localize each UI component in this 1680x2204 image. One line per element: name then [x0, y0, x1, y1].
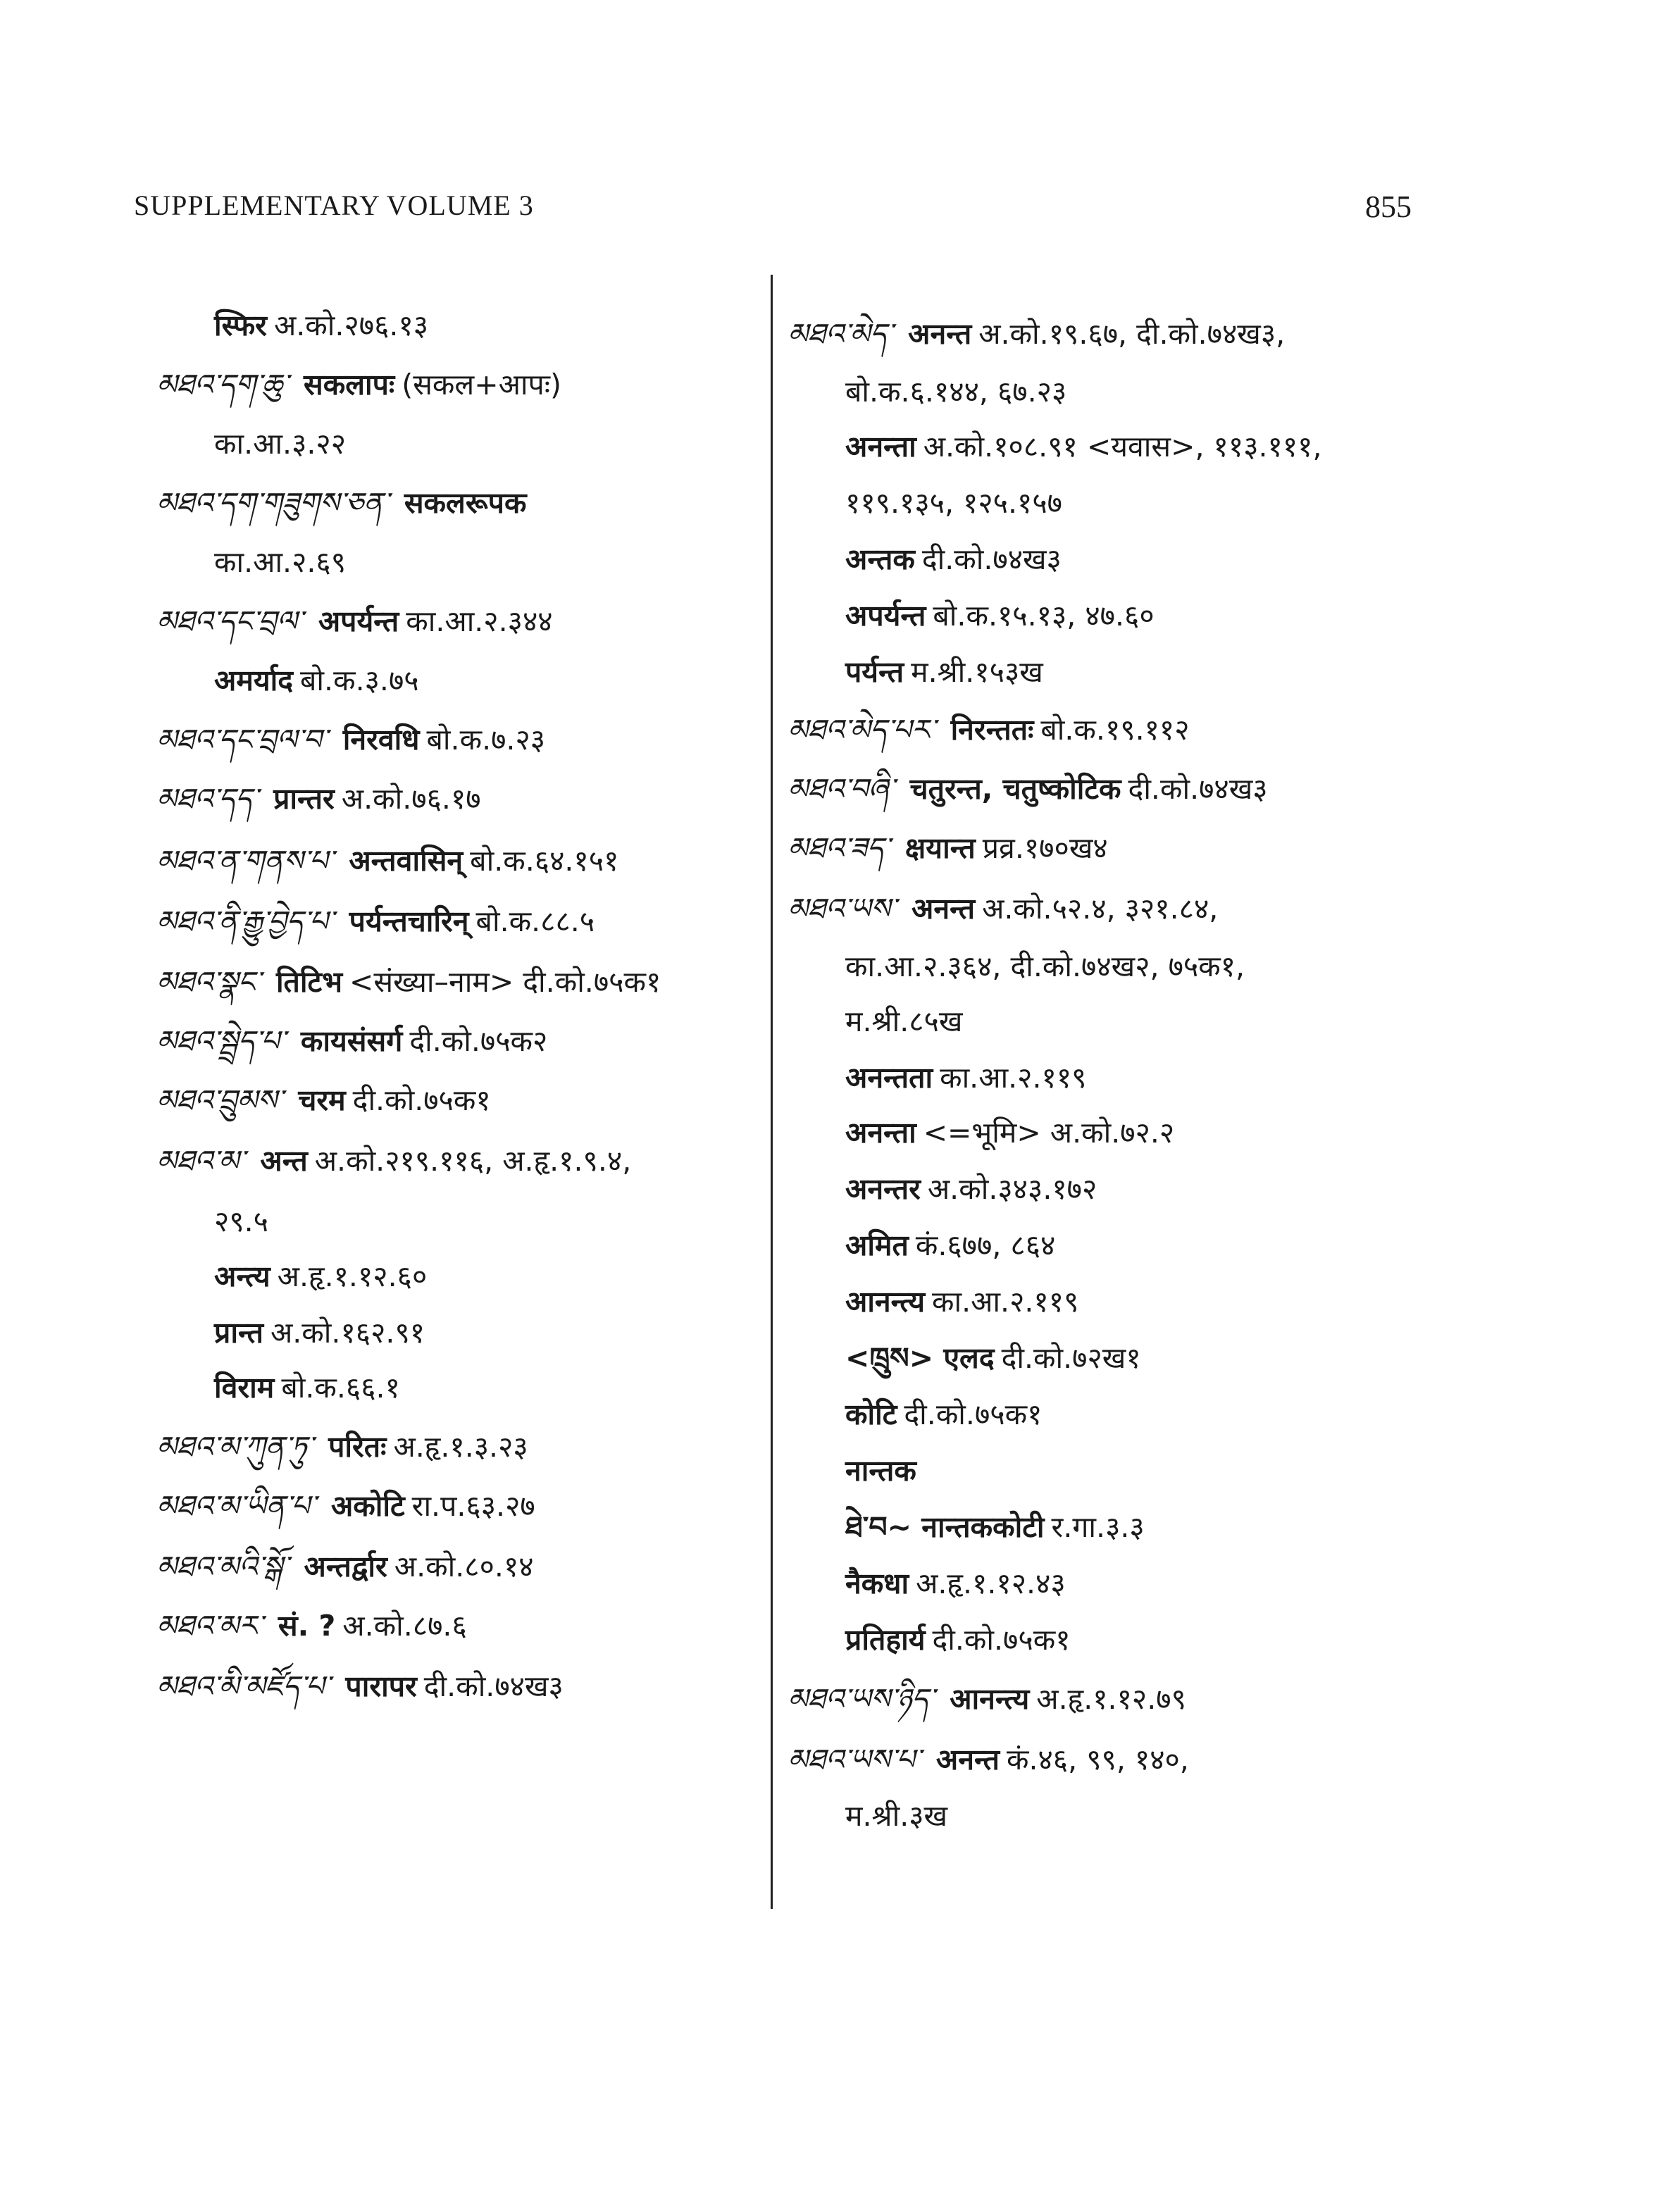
tibetan-term: མཐའ་ནི་རྒྱུ་བྱེད་པ་	[156, 904, 334, 938]
sanskrit-headword: अकोटि	[330, 1489, 405, 1523]
source-reference: अ.को.२१९.११६, अ.हृ.१.९.४,	[314, 1144, 632, 1178]
sub-entry	[788, 1450, 923, 1492]
source-reference: बो.क.६४.१५१	[470, 844, 619, 878]
tibetan-term: མཐའ་ཡས་པ་	[788, 1743, 921, 1776]
source-reference: दी.को.७४ख३	[921, 542, 1062, 576]
source-reference: दी.को.७५क१	[904, 1397, 1043, 1431]
tibetan-term: མཐའ་ན་གནས་པ་	[156, 844, 334, 878]
sanskrit-headword: निरवधि	[342, 723, 420, 757]
continuation-line	[788, 1000, 962, 1042]
source-reference: <संख्या–नाम> दी.को.७५क१	[349, 965, 661, 999]
source-reference: कं.६७७, ८६४	[915, 1228, 1056, 1262]
sub-entry	[788, 425, 1322, 468]
dictionary-entry	[788, 827, 1108, 869]
source-reference: रा.प.६३.२७	[411, 1489, 535, 1523]
dictionary-entry	[788, 313, 1285, 355]
source-reference: दी.को.७२ख१	[1001, 1341, 1141, 1375]
sanskrit-headword: कायसंसर्ग	[300, 1024, 403, 1058]
sanskrit-headword: पर्यन्तचारिन्	[349, 904, 469, 938]
source-reference: दी.को.७५क१	[352, 1083, 491, 1117]
source-reference: अ.को.८०.१४	[394, 1550, 534, 1583]
sanskrit-headword: अन्तवासिन्	[349, 844, 463, 878]
tibetan-term: མཐའ་མེད་པར་	[788, 713, 935, 747]
source-reference: का.आ.३.२२	[214, 427, 347, 461]
source-reference: ११९.१३५, १२५.१५७	[845, 486, 1062, 520]
dictionary-entry	[788, 1738, 1189, 1781]
sanskrit-headword: ཐེ་བ~ नान्तककोटी	[845, 1510, 1045, 1544]
sanskrit-headword: अनन्तर	[845, 1172, 921, 1206]
source-reference: अ.को.५२.४, ३२१.८४,	[982, 892, 1219, 926]
page-number: 855	[1365, 189, 1412, 224]
sub-entry	[156, 659, 419, 702]
sanskrit-headword: निरन्ततः	[950, 713, 1034, 747]
sanskrit-headword: अनन्त	[908, 317, 972, 351]
sanskrit-headword: अमित	[845, 1228, 909, 1262]
continuation-line	[788, 371, 1066, 413]
source-reference: अ.हृ.१.३.२३	[393, 1430, 528, 1464]
dictionary-entry	[788, 768, 1268, 810]
tibetan-term: མཐའ་མ་ཀུན་ཏུ་	[156, 1430, 313, 1464]
source-reference: (सकल+आपः)	[402, 368, 562, 401]
source-reference: अ.हृ.१.१२.४३	[916, 1567, 1066, 1600]
sanskrit-headword: अपर्यन्त	[318, 604, 399, 638]
sub-entry	[788, 1057, 1086, 1099]
sanskrit-headword: परितः	[328, 1430, 387, 1464]
sanskrit-headword: पारापर	[345, 1669, 417, 1703]
column-divider	[771, 275, 773, 1909]
continuation-line	[788, 945, 1245, 988]
running-header-title: SUPPLEMENTARY VOLUME 3	[134, 189, 534, 221]
source-reference: का.आ.२.३६४, दी.को.७४ख२, ७५क१,	[845, 950, 1245, 983]
sanskrit-headword: अनन्त	[911, 892, 976, 926]
tibetan-term: མཐའ་མ་	[156, 1144, 245, 1178]
sanskrit-headword: अनन्ता	[845, 1116, 916, 1150]
sub-entry	[788, 1393, 1042, 1436]
source-reference: का.आ.२.११९	[940, 1061, 1087, 1095]
sanskrit-headword: सकलापः	[304, 368, 395, 401]
dictionary-entry	[156, 1020, 547, 1062]
sanskrit-headword: प्रान्त	[214, 1316, 263, 1350]
source-reference: म.श्री.८५ख	[845, 1004, 963, 1038]
continuation-line	[788, 1795, 947, 1837]
sub-entry	[156, 1255, 427, 1297]
source-reference: प्रव्र.१७०ख४	[982, 831, 1108, 865]
sub-entry	[788, 1506, 1145, 1548]
sanskrit-headword: सकलरूपक	[404, 486, 527, 520]
sanskrit-headword: अन्त	[260, 1144, 308, 1178]
sanskrit-headword: अपर्यन्त	[845, 599, 926, 633]
sanskrit-headword: चरम	[298, 1083, 346, 1117]
dictionary-entry	[156, 1140, 631, 1182]
sub-entry	[156, 304, 428, 347]
sub-entry	[788, 1562, 1066, 1605]
sanskrit-headword: अनन्ता	[845, 430, 916, 463]
dictionary-entry	[788, 1678, 1186, 1720]
sanskrit-headword: प्रान्तर	[273, 782, 335, 816]
tibetan-term: མཐའ་སྦྲེད་པ་	[156, 1024, 285, 1058]
continuation-line	[156, 1200, 268, 1243]
source-reference: बो.क.३.७५	[300, 664, 419, 697]
tibetan-term: མཐའ་མར་	[156, 1609, 263, 1643]
source-reference: दी.को.७५क२	[409, 1024, 548, 1058]
source-reference: बो.क.७.२३	[426, 723, 546, 757]
sanskrit-headword: प्रतिहार्य	[845, 1623, 926, 1657]
source-reference: <=भूमि> अ.को.७२.२	[923, 1116, 1175, 1150]
sanskrit-headword: अनन्तता	[845, 1061, 933, 1095]
sanskrit-headword: अन्तक	[845, 542, 915, 576]
source-reference: र.गा.३.३	[1051, 1510, 1145, 1544]
tibetan-term: མཐའ་མེད་	[788, 317, 893, 351]
sub-entry	[156, 1312, 425, 1354]
dictionary-entry	[156, 840, 618, 882]
sanskrit-headword: कोटि	[845, 1397, 897, 1431]
source-reference: दी.को.७४ख३	[1128, 772, 1268, 806]
sanskrit-headword: स्फिर	[214, 309, 267, 342]
dictionary-entry	[156, 778, 481, 820]
tibetan-term: མཐའ་ཡས་ཉིད་	[788, 1682, 935, 1716]
source-reference: अ.को.२७६.१३	[273, 309, 429, 342]
tibetan-term: མཐའ་བྲུམས་	[156, 1083, 283, 1117]
dictionary-entry	[156, 482, 533, 524]
source-reference: बो.क.६६.१	[281, 1371, 400, 1405]
tibetan-term: མཐའ་དང་བྲལ་བ་	[156, 723, 328, 757]
sanskrit-headword: विराम	[214, 1371, 275, 1405]
dictionary-entry	[156, 1079, 491, 1121]
continuation-line	[788, 482, 1062, 524]
tibetan-term: མཐའ་དག་ཆུ་	[156, 368, 289, 401]
sanskrit-headword: सं. ?	[278, 1609, 336, 1643]
source-reference: का.आ.२.३४४	[406, 604, 553, 638]
dictionary-entry	[788, 709, 1190, 751]
dictionary-entry	[156, 961, 661, 1003]
sub-entry	[788, 651, 1043, 693]
source-reference: बो.क.१५.१३, ४७.६०	[933, 599, 1155, 633]
dictionary-entry	[156, 718, 545, 761]
dictionary-entry	[156, 600, 553, 642]
sanskrit-headword: आनन्त्य	[950, 1682, 1030, 1716]
sanskrit-headword: पर्यन्त	[845, 655, 904, 689]
sub-entry	[788, 1224, 1055, 1266]
tibetan-term: མཐའ་སྣང་	[156, 965, 261, 999]
tibetan-term: མཐའ་མ་ཡིན་པ་	[156, 1489, 316, 1523]
tibetan-term: མཐའ་མི་མཛོད་པ་	[156, 1669, 330, 1703]
sub-entry	[788, 538, 1062, 580]
dictionary-entry	[156, 1605, 467, 1647]
dictionary-entry	[156, 1485, 535, 1527]
dictionary-entry	[156, 1426, 528, 1468]
source-reference: का.आ.२.६९	[214, 545, 347, 579]
sub-entry	[788, 1168, 1097, 1210]
source-reference: का.आ.२.११९	[932, 1285, 1079, 1319]
dictionary-entry	[156, 363, 561, 406]
sanskrit-headword: तिटिभ	[275, 965, 343, 999]
source-reference: अ.को.१६२.९१	[270, 1316, 425, 1350]
source-reference: म.श्री.१५३ख	[911, 655, 1043, 689]
sub-entry	[788, 1112, 1174, 1154]
source-reference: बो.क.१९.११२	[1040, 713, 1190, 747]
tibetan-term: མཐའ་མའི་སྒོ་	[156, 1550, 289, 1583]
sanskrit-headword: क्षयान्त	[904, 831, 976, 865]
source-reference: बो.क.८८.५	[475, 904, 595, 938]
source-reference: म.श्री.३ख	[845, 1799, 948, 1833]
tibetan-term: མཐའ་དང་བྲལ་	[156, 604, 303, 638]
sanskrit-headword: नैकधा	[845, 1567, 909, 1600]
tibetan-term: མཐའ་ཟད་	[788, 831, 890, 865]
source-reference: अ.हृ.१.१२.७९	[1036, 1682, 1186, 1716]
dictionary-entry	[156, 1545, 534, 1588]
sanskrit-headword: आनन्त्य	[845, 1285, 925, 1319]
sub-entry	[156, 1366, 400, 1409]
dictionary-entry	[788, 888, 1218, 930]
continuation-line	[156, 423, 346, 465]
tibetan-term: མཐའ་དག་གཟུགས་ཅན་	[156, 486, 389, 520]
source-reference: बो.क.६.१४४, ६७.२३	[845, 375, 1067, 409]
source-reference: अ.को.३४३.१७२	[927, 1172, 1097, 1206]
tibetan-term: མཐའ་ཡས་	[788, 892, 896, 926]
sanskrit-headword: अमर्याद	[214, 664, 294, 697]
source-reference: अ.को.१९.६७, दी.को.७४ख३,	[978, 317, 1286, 351]
sanskrit-headword: चतुरन्त, चतुष्कोटिक	[909, 772, 1121, 806]
sanskrit-headword: अन्तर्द्वार	[304, 1550, 387, 1583]
tibetan-term: མཐའ་དད་	[156, 782, 259, 816]
source-reference: अ.को.१०८.९१ <यवास>, ११३.१११,	[923, 430, 1322, 463]
continuation-line	[156, 541, 346, 583]
sanskrit-headword: अन्त्य	[214, 1259, 270, 1293]
source-reference: कं.४६, ९९, १४०,	[1006, 1743, 1189, 1776]
sanskrit-headword: नान्तक	[845, 1454, 916, 1488]
source-reference: अ.को.७६.१७	[341, 782, 481, 816]
sub-entry	[788, 1619, 1071, 1661]
source-reference: दी.को.७४ख३	[423, 1669, 564, 1703]
source-reference: अ.को.८७.६	[342, 1609, 467, 1643]
tibetan-term: མཐའ་བཞི་	[788, 772, 895, 806]
sub-entry	[788, 1281, 1078, 1323]
sub-entry	[788, 594, 1155, 637]
source-reference: दी.को.७५क१	[932, 1623, 1071, 1657]
source-reference: अ.हृ.१.१२.६०	[277, 1259, 428, 1293]
dictionary-entry	[156, 900, 595, 942]
sub-entry	[788, 1337, 1141, 1379]
sanskrit-headword: <ཁྲུས> एलद	[845, 1341, 995, 1375]
dictionary-entry	[156, 1665, 564, 1707]
sanskrit-headword: अनन्त	[935, 1743, 1000, 1776]
source-reference: २९.५	[214, 1204, 268, 1238]
